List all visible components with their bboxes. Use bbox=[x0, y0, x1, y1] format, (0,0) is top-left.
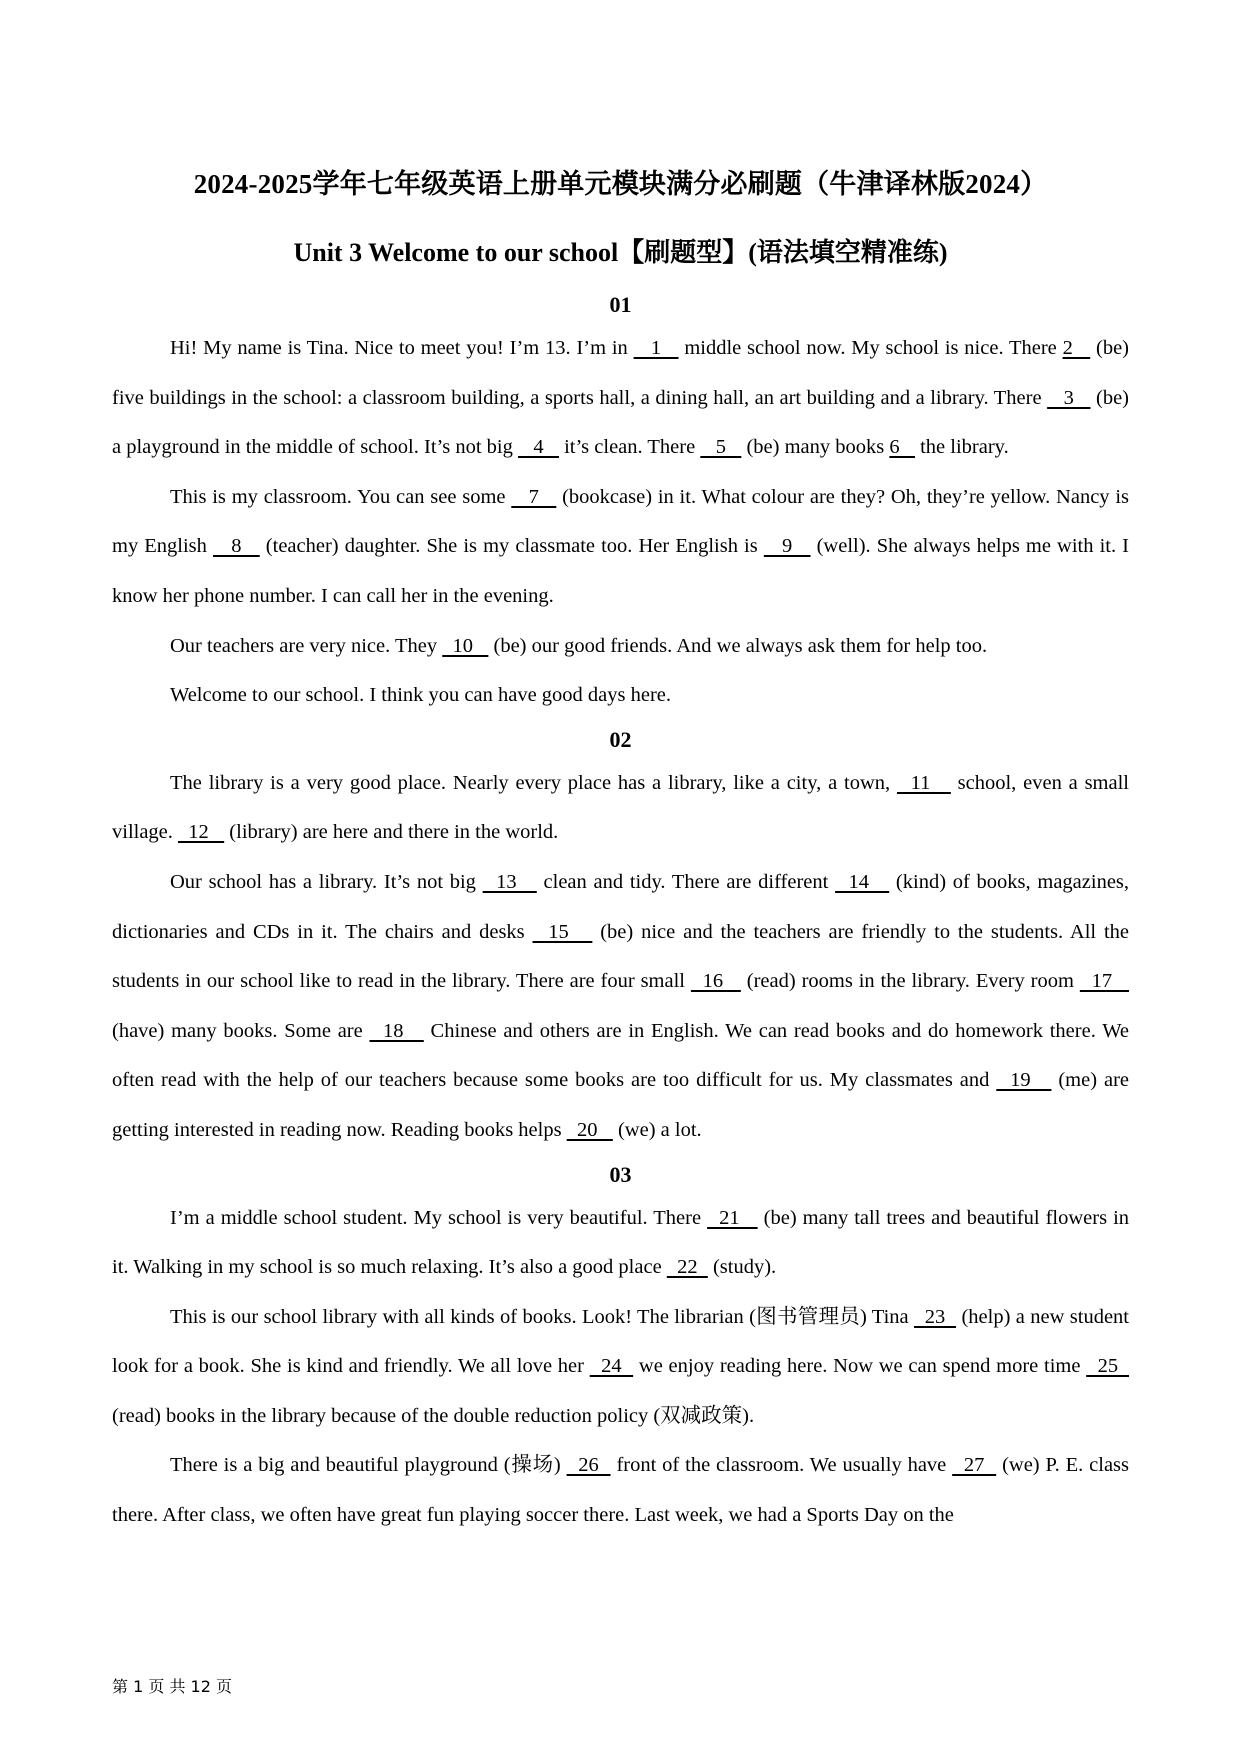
answer-blank[interactable]: 9 bbox=[763, 535, 811, 558]
passage-paragraph: The library is a very good place. Nearly every place has a library, like a city, a town, 11 school, even a small village. 12 (library) are here and there in the world. bbox=[112, 771, 1129, 844]
page-title: 2024-2025学年七年级英语上册单元模块满分必刷题（牛津译林版2024） bbox=[193, 169, 1048, 199]
answer-blank[interactable]: 14 bbox=[835, 870, 890, 893]
answer-blank[interactable]: 13 bbox=[482, 870, 537, 893]
passage-paragraph: Welcome to our school. I think you can have good days here. bbox=[170, 684, 672, 707]
answer-blank[interactable]: 24 bbox=[589, 1355, 634, 1378]
passage-paragraph: Our teachers are very nice. They 10 (be) our good friends. And we always ask them for help too. bbox=[170, 634, 988, 657]
section-number: 03 bbox=[609, 1161, 632, 1187]
answer-blank[interactable]: 15 bbox=[532, 920, 593, 943]
answer-blank[interactable]: 1 bbox=[633, 337, 679, 359]
passage-paragraph: Our school has a library. It’s not big 13 clean and tidy. There are different 14 (kind) of books, magazines, dictionaries and CDs in it. The chairs and desks 15 (be) nice and the teachers are friendly to the students. All the students in our school like to read in the library. There are four small 16 (read) rooms in the library. Every room 17 (have) many books. Some are 18 Chinese and others are in English. We can read books and do homework there. We often read with the help of our teachers because some books are too difficult for us. My classmates and 19 (me) are getting interested in reading now. Reading books helps 20 (we) a lot. bbox=[112, 870, 1130, 1141]
answer-blank[interactable]: 16 bbox=[690, 970, 741, 993]
section-number: 01 bbox=[609, 292, 632, 317]
answer-blank[interactable]: 6 bbox=[889, 436, 915, 459]
answer-blank[interactable]: 10 bbox=[442, 634, 489, 657]
passage-paragraph: I’m a middle school student. My school is very beautiful. There 21 (be) many tall trees and beautiful flowers in it. Walking in my school is so much relaxing. It’s also a good place 22 (study). bbox=[112, 1206, 1130, 1279]
answer-blank[interactable]: 17 bbox=[1079, 970, 1130, 993]
answer-blank[interactable]: 20 bbox=[566, 1118, 613, 1141]
answer-blank[interactable]: 27 bbox=[952, 1454, 997, 1477]
answer-blank[interactable]: 7 bbox=[511, 485, 557, 508]
answer-blank[interactable]: 2 bbox=[1062, 337, 1091, 359]
answer-blank[interactable]: 23 bbox=[914, 1305, 957, 1328]
answer-blank[interactable]: 18 bbox=[369, 1019, 424, 1042]
passage-paragraph: Hi! My name is Tina. Nice to meet you! I’m 13. I’m in 1 middle school now. My school is nice. There 2 (be) five buildings in the school: a classroom building, a sports hall, a dining hall, an art building and a library. There 3 (be) a playground in the middle of school. It’s not big 4 it’s clean. There 5 (be) many books 6 the library. bbox=[112, 337, 1129, 459]
passage-paragraph: This is my classroom. You can see some 7 (bookcase) in it. What colour are they? Oh, they’re yellow. Nancy is my English 8 (teacher) daughter. She is my classmate too. Her English is 9 (well). She always helps me with it. I know her phone number. I can call her in the evening. bbox=[112, 485, 1130, 607]
answer-blank[interactable]: 5 bbox=[700, 436, 742, 459]
answer-blank[interactable]: 26 bbox=[566, 1454, 611, 1477]
answer-blank[interactable]: 11 bbox=[896, 771, 951, 794]
answer-blank[interactable]: 4 bbox=[517, 436, 559, 459]
answer-blank[interactable]: 21 bbox=[707, 1206, 758, 1229]
passage-paragraph: This is our school library with all kinds of books. Look! The librarian (图书管理员) Tina 23 (help) a new student look for a book. She is kind and friendly. We all love her 24 we enjoy reading here. Now we can spend more time 25 (read) books in the library because of the double reduction policy (双减政策). bbox=[112, 1305, 1130, 1427]
answer-blank[interactable]: 8 bbox=[213, 535, 260, 558]
answer-blank[interactable]: 12 bbox=[178, 821, 225, 844]
section-number: 02 bbox=[609, 726, 632, 752]
exercise-content bbox=[112, 286, 1129, 1541]
answer-blank[interactable]: 22 bbox=[666, 1256, 708, 1279]
page-number-footer: 第 1 页 共 12 页 bbox=[112, 1677, 232, 1696]
page-subtitle: Unit 3 Welcome to our school【刷题型】(语法填空精准练) bbox=[293, 238, 948, 267]
answer-blank[interactable]: 3 bbox=[1047, 386, 1091, 409]
answer-blank[interactable]: 25 bbox=[1086, 1355, 1130, 1378]
answer-blank[interactable]: 19 bbox=[996, 1069, 1052, 1092]
passage-paragraph: There is a big and beautiful playground (操场) 26 front of the classroom. We usually have 27 (we) P. E. class there. After class, we often have great fun playing soccer there. Last week, we had a Sports Day on the bbox=[112, 1454, 1130, 1527]
